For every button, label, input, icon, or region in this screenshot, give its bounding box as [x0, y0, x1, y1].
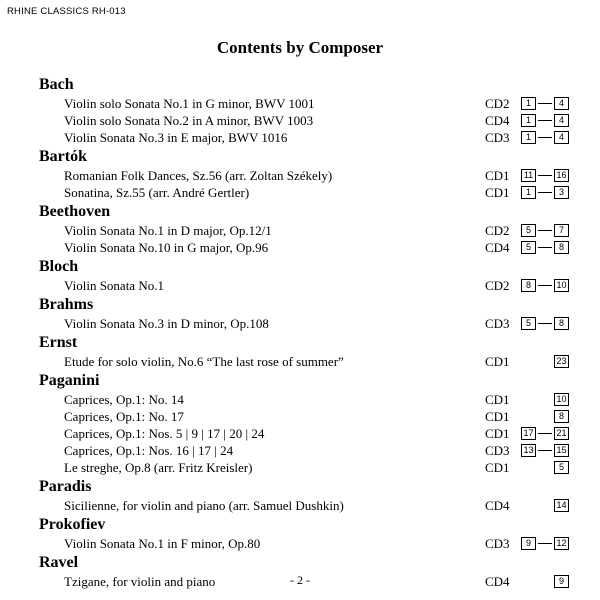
track-box: 9 — [554, 575, 569, 588]
work-title: Caprices, Op.1: No. 17 — [64, 409, 184, 424]
cd-number: CD1 — [485, 354, 510, 369]
track-box: 14 — [554, 499, 569, 512]
cd-number: CD1 — [485, 460, 510, 475]
track-range — [521, 169, 569, 182]
track-range — [521, 186, 569, 199]
work-title: Tzigane, for violin and piano — [64, 574, 216, 589]
cd-number: CD2 — [485, 278, 510, 293]
track-box: 8 — [554, 410, 569, 423]
work-title: Caprices, Op.1: Nos. 5 | 9 | 17 | 20 | 24 — [64, 426, 265, 441]
track-range-dash — [538, 192, 552, 193]
track-range — [521, 427, 569, 440]
work-row — [39, 442, 569, 459]
work-title: Violin Sonata No.1 in D major, Op.12/1 — [64, 223, 272, 238]
work-row — [39, 497, 569, 514]
work-row — [39, 391, 569, 408]
cd-number: CD3 — [485, 316, 510, 331]
track-range-dash — [538, 285, 552, 286]
composer-heading: Paganini — [39, 372, 100, 389]
work-title: Violin Sonata No.3 in D minor, Op.108 — [64, 316, 269, 331]
work-row — [39, 408, 569, 425]
cd-number: CD4 — [485, 574, 510, 589]
track-end-box: 15 — [554, 444, 569, 457]
composer-heading: Ernst — [39, 334, 78, 351]
work-row — [39, 95, 569, 112]
track-range-dash — [538, 323, 552, 324]
work-row — [39, 167, 569, 184]
cd-number: CD4 — [485, 498, 510, 513]
work-row — [39, 535, 569, 552]
track-start-box: 1 — [521, 131, 536, 144]
cd-number: CD1 — [485, 168, 510, 183]
work-title: Caprices, Op.1: No. 14 — [64, 392, 184, 407]
track-range-dash — [538, 450, 552, 451]
composer-heading: Prokofiev — [39, 516, 106, 533]
track-start-box: 5 — [521, 317, 536, 330]
composer-heading: Beethoven — [39, 203, 111, 220]
track-range — [521, 355, 569, 368]
cd-number: CD3 — [485, 443, 510, 458]
track-box: 10 — [554, 393, 569, 406]
work-row — [39, 184, 569, 201]
track-start-box: 13 — [521, 444, 536, 457]
work-row — [39, 353, 569, 370]
track-range — [521, 224, 569, 237]
track-start-box: 5 — [521, 224, 536, 237]
track-end-box: 8 — [554, 241, 569, 254]
work-title: Violin Sonata No.1 — [64, 278, 164, 293]
track-end-box: 10 — [554, 279, 569, 292]
track-range — [521, 410, 569, 423]
cd-number: CD2 — [485, 96, 510, 111]
track-start-box: 11 — [521, 169, 536, 182]
track-end-box: 21 — [554, 427, 569, 440]
composer-heading: Paradis — [39, 478, 92, 495]
track-range — [521, 499, 569, 512]
track-range — [521, 97, 569, 110]
track-box: 5 — [554, 461, 569, 474]
cd-number: CD1 — [485, 185, 510, 200]
track-range-dash — [538, 543, 552, 544]
work-title: Violin Sonata No.1 in F minor, Op.80 — [64, 536, 261, 551]
cd-number: CD4 — [485, 240, 510, 255]
track-end-box: 3 — [554, 186, 569, 199]
work-row — [39, 459, 569, 476]
track-end-box: 4 — [554, 97, 569, 110]
work-title: Sonatina, Sz.55 (arr. André Gertler) — [64, 185, 250, 200]
track-range-dash — [538, 230, 552, 231]
track-end-box: 4 — [554, 131, 569, 144]
track-range-dash — [538, 137, 552, 138]
work-title: Violin Sonata No.10 in G major, Op.96 — [64, 240, 269, 255]
page-title: Contents by Composer — [216, 38, 384, 57]
track-end-box: 8 — [554, 317, 569, 330]
work-row — [39, 129, 569, 146]
work-row — [39, 222, 569, 239]
cd-number: CD1 — [485, 426, 510, 441]
track-end-box: 12 — [554, 537, 569, 550]
cd-number: CD2 — [485, 223, 510, 238]
track-range — [521, 393, 569, 406]
track-start-box: 1 — [521, 114, 536, 127]
track-start-box: 17 — [521, 427, 536, 440]
work-title: Caprices, Op.1: Nos. 16 | 17 | 24 — [64, 443, 234, 458]
track-end-box: 16 — [554, 169, 569, 182]
track-end-box: 7 — [554, 224, 569, 237]
composer-heading: Ravel — [39, 554, 79, 571]
work-row — [39, 277, 569, 294]
work-title: Sicilienne, for violin and piano (arr. Samuel Dushkin) — [64, 498, 344, 513]
cd-number: CD3 — [485, 536, 510, 551]
track-start-box: 8 — [521, 279, 536, 292]
track-range — [521, 279, 569, 292]
work-title: Etude for solo violin, No.6 “The last rose of summer” — [64, 354, 344, 369]
catalog-label: RHINE CLASSICS RH-013 — [7, 6, 126, 17]
track-start-box: 5 — [521, 241, 536, 254]
work-row — [39, 239, 569, 256]
work-row — [39, 112, 569, 129]
composer-heading: Bach — [39, 76, 74, 93]
track-range-dash — [538, 103, 552, 104]
track-range-dash — [538, 247, 552, 248]
work-title: Violin Sonata No.3 in E major, BWV 1016 — [64, 130, 288, 145]
page-number: - 2 - — [290, 573, 310, 587]
work-row — [39, 425, 569, 442]
track-start-box: 9 — [521, 537, 536, 550]
contents-list — [39, 74, 569, 590]
composer-heading: Bloch — [39, 258, 79, 275]
track-range — [521, 537, 569, 550]
composer-heading: Brahms — [39, 296, 94, 313]
cd-number: CD4 — [485, 113, 510, 128]
track-start-box: 1 — [521, 97, 536, 110]
track-range — [521, 131, 569, 144]
track-range — [521, 114, 569, 127]
track-box: 23 — [554, 355, 569, 368]
work-title: Violin solo Sonata No.1 in G minor, BWV 1001 — [64, 96, 315, 111]
work-title: Violin solo Sonata No.2 in A minor, BWV 1003 — [64, 113, 314, 128]
work-title: Romanian Folk Dances, Sz.56 (arr. Zoltan Székely) — [64, 168, 333, 183]
track-range — [521, 317, 569, 330]
work-title: Le streghe, Op.8 (arr. Fritz Kreisler) — [64, 460, 253, 475]
track-start-box: 1 — [521, 186, 536, 199]
track-range-dash — [538, 120, 552, 121]
track-range — [521, 461, 569, 474]
cd-number: CD1 — [485, 409, 510, 424]
track-end-box: 4 — [554, 114, 569, 127]
composer-heading: Bartók — [39, 148, 87, 165]
track-range — [521, 241, 569, 254]
cd-number: CD3 — [485, 130, 510, 145]
work-row — [39, 315, 569, 332]
track-range-dash — [538, 175, 552, 176]
track-range — [521, 444, 569, 457]
track-range-dash — [538, 433, 552, 434]
cd-number: CD1 — [485, 392, 510, 407]
